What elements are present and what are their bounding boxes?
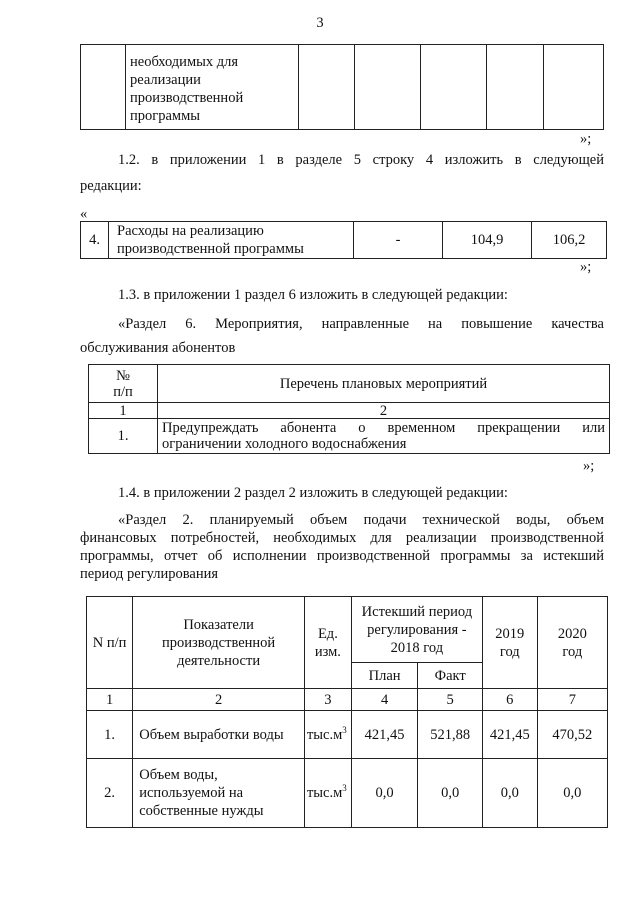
measures-index-2: 2 (158, 403, 610, 419)
vt-row1-2019: 421,45 (482, 711, 537, 759)
vt-row2-plan: 0,0 (351, 759, 418, 828)
para-1-2-line1: 1.2. в приложении 1 в разделе 5 строку 4 изложить в следующей (118, 152, 604, 168)
vt-row1-unit: $тыс.м^3$ (304, 711, 351, 759)
para-1-3b-line2: обслуживания абонентов (80, 340, 236, 356)
top-table (80, 44, 604, 130)
para-1-2-line2: редакции: (80, 178, 142, 194)
vt-header-num: N п/п (87, 597, 133, 689)
closing-quote-2: »; (580, 259, 592, 275)
vt-index-6: 6 (482, 689, 537, 711)
measures-index-1: 1 (89, 403, 158, 419)
vt-header-plan: План (351, 663, 418, 689)
vt-row2-name: Объем воды, используемой на собственные нужды (133, 759, 305, 828)
vt-header-2019: 2019 год (482, 597, 537, 689)
top-table-text: необходимых для реализации производственной программы (126, 45, 299, 130)
vt-row2-fact: 0,0 (418, 759, 483, 828)
vt-row2-2019: 0,0 (482, 759, 537, 828)
row4-value-3: 106,2 (532, 222, 607, 259)
para-1-3: 1.3. в приложении 1 раздел 6 изложить в следующей редакции: (118, 287, 508, 303)
measures-row-num: 1. (89, 419, 158, 454)
vt-row1-2020: 470,52 (537, 711, 607, 759)
vt-index-7: 7 (537, 689, 607, 711)
vt-index-3: 3 (304, 689, 351, 711)
opening-quote-1: « (80, 206, 88, 222)
vt-header-indicator: Показатели производственной деятельности (133, 597, 305, 689)
volume-table (86, 596, 608, 828)
vt-header-2020: 2020 год (537, 597, 607, 689)
para-1-3b-line1: «Раздел 6. Мероприятия, направленные на повышение качества (118, 316, 604, 332)
vt-header-unit: Ед. изм. (304, 597, 351, 689)
table-row (87, 759, 608, 828)
closing-quote-3: »; (583, 458, 595, 474)
row4-table (80, 221, 607, 259)
vt-index-4: 4 (351, 689, 418, 711)
vt-row2-unit: $тыс.м^3$ (304, 759, 351, 828)
table-row (87, 711, 608, 759)
measures-row-text: Предупреждать абонента о временном прекращении или ограничении холодного водоснабжения (158, 419, 610, 454)
vt-row1-fact: 521,88 (418, 711, 483, 759)
para-1-4: 1.4. в приложении 2 раздел 2 изложить в следующей редакции: (118, 485, 508, 501)
vt-header-period: Истекший период регулирования - 2018 год (351, 597, 482, 663)
row4-value-2: 104,9 (443, 222, 532, 259)
row4-name: Расходы на реализацию производственной программы (109, 222, 354, 259)
vt-index-1: 1 (87, 689, 133, 711)
vt-row1-plan: 421,45 (351, 711, 418, 759)
vt-header-fact: Факт (418, 663, 483, 689)
para-1-4b-line4: период регулирования (80, 566, 219, 582)
page-number: 3 (316, 15, 324, 31)
vt-index-5: 5 (418, 689, 483, 711)
vt-row1-num: 1. (87, 711, 133, 759)
vt-index-2: 2 (133, 689, 305, 711)
measures-table (88, 364, 610, 454)
row4-num: 4. (81, 222, 109, 259)
vt-row1-name: Объем выработки воды (133, 711, 305, 759)
row4-value-1: - (354, 222, 443, 259)
closing-quote-1: »; (580, 131, 592, 147)
measures-header-list: Перечень плановых мероприятий (158, 365, 610, 403)
measures-header-num: № п/п (89, 365, 158, 403)
para-1-4b-line2: финансовых потребностей, необходимых для реализации производственной (80, 530, 604, 546)
para-1-4b-line1: «Раздел 2. планируемый объем подачи технической воды, объем (118, 512, 604, 528)
vt-row2-2020: 0,0 (537, 759, 607, 828)
vt-row2-num: 2. (87, 759, 133, 828)
para-1-4b-line3: программы, отчет об исполнении производственной программы за истекший (80, 548, 604, 564)
